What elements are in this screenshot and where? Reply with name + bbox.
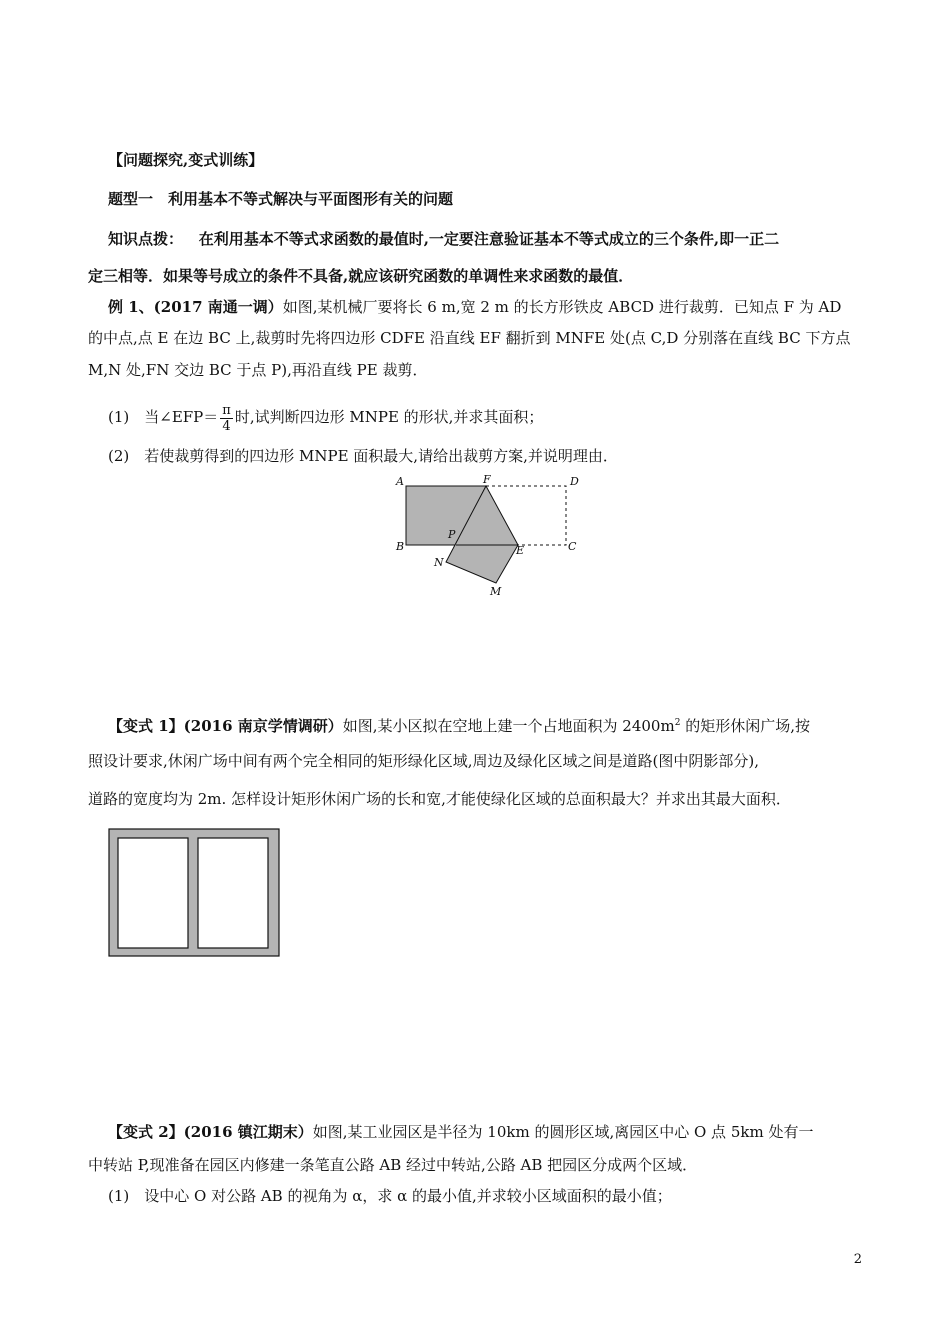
variant1-line-1: [108, 713, 810, 736]
example1-question-1: [108, 400, 543, 434]
label-p: P: [448, 528, 456, 541]
variant1-text-1: 如图,某小区拟在空地上建一个占地面积为 2400m: [342, 717, 675, 735]
variant1-line-2: 照设计要求,休闲广场中间有两个完全相同的矩形绿化区域,周边及绿化区域之间是道路(图中阴影部分),: [88, 752, 760, 770]
q1-fraction-numerator: π: [222, 402, 231, 418]
section-header: 【问题探究,变式训练】: [108, 151, 264, 169]
tip-text-1: 在利用基本不等式求函数的最值时,一定要注意验证基本不等式成立的三个条件,即一正二: [198, 230, 780, 248]
q1-fraction: [220, 403, 233, 434]
variant1-figure: [108, 828, 282, 960]
page-number: 2: [853, 1252, 862, 1267]
variant2-text-1: 如图,某工业园区是半径为 10km 的圆形区域,离园区中心 O 点 5km 处有一: [312, 1123, 814, 1141]
example1-figure: [390, 470, 590, 600]
q1-suffix: 时,试判断四边形 MNPE 的形状,并求其面积；: [234, 408, 544, 426]
variant1-line-3: 道路的宽度均为 2m. 怎样设计矩形休闲广场的长和宽,才能使绿化区域的总面积最大？并求出其最大面积．: [88, 790, 791, 808]
label-f: F: [483, 473, 491, 486]
example1-question-2: (2) 若使裁剪得到的四边形 MNPE 面积最大,请给出裁剪方案,并说明理由．: [108, 447, 618, 465]
label-b: B: [396, 540, 405, 553]
tip-line-1: [108, 229, 779, 249]
variant1-source: (2016 南京学情调研）: [183, 717, 343, 735]
type-title: 题型一 利用基本不等式解决与平面图形有关的问题: [108, 190, 454, 208]
example1-source: (2017 南通一调）: [153, 298, 283, 316]
variant1-label: 【变式 1】: [108, 717, 184, 735]
tip-line-2: 定三相等．如果等号成立的条件不具备,就应该研究函数的单调性来求函数的最值．: [88, 267, 634, 285]
label-a: A: [396, 475, 404, 488]
tip-label: 知识点拨：: [108, 230, 184, 248]
variant1-sup: 2: [674, 718, 681, 728]
variant2-label: 【变式 2】: [108, 1123, 184, 1141]
example1-line-3: M,N 处,FN 交边 BC 于点 P),再沿直线 PE 裁剪．: [88, 361, 428, 379]
example1-label: 例 1、: [108, 298, 154, 316]
variant1-text-1-tail: 的矩形休闲广场,按: [680, 717, 810, 735]
example1-line-2: 的中点,点 E 在边 BC 上,裁剪时先将四边形 CDFE 沿直线 EF 翻折到 MNFE 处(点 C,D 分别落在直线 BC 下方点: [88, 329, 851, 347]
label-m: M: [490, 585, 502, 598]
label-d: D: [570, 475, 579, 488]
label-e: E: [516, 544, 525, 557]
green-area-right: [198, 838, 268, 948]
variant2-question-1: (1) 设中心 O 对公路 AB 的视角为 α，求 α 的最小值,并求较小区域面积的最小值；: [108, 1187, 672, 1205]
label-c: C: [568, 540, 577, 553]
variant2-line-1: [108, 1122, 813, 1142]
q1-prefix: (1) 当∠EFP＝: [108, 408, 219, 426]
variant2-line-2: 中转站 P,现准备在园区内修建一条笔直公路 AB 经过中转站,公路 AB 把园区分成两个区域．: [88, 1156, 698, 1174]
example1-line-1: [108, 297, 841, 317]
q1-fraction-denominator: 4: [222, 418, 231, 434]
variant2-source: (2016 镇江期末）: [183, 1123, 313, 1141]
label-n: N: [434, 556, 444, 569]
green-area-left: [118, 838, 188, 948]
example1-text-1: 如图,某机械厂要将长 6 m,宽 2 m 的长方形铁皮 ABCD 进行裁剪．已知点 F 为 AD: [282, 298, 842, 316]
